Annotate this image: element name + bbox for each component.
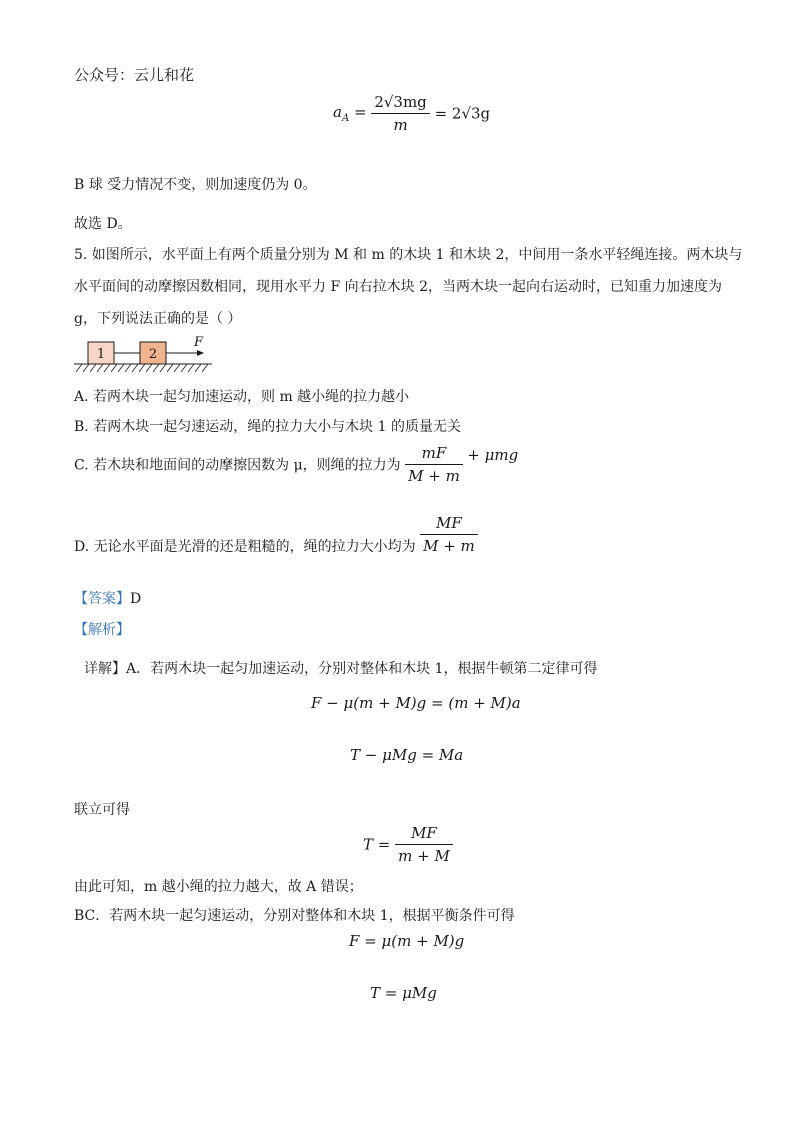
bc-line: BC．若两木块一起匀速运动，分别对整体和木块 1，根据平衡条件可得 <box>74 908 515 924</box>
eq-rhs: = 2√3g <box>434 104 491 123</box>
analysis-label: 【解析】 <box>74 622 130 638</box>
block-2-label: 2 <box>148 347 158 362</box>
answer-value: D <box>130 591 142 607</box>
option-d-text: D. 无论水平面是光滑的还是粗糙的，绳的拉力大小均为 <box>74 539 416 555</box>
simultaneous-line: 联立可得 <box>74 802 130 818</box>
equation-3-denominator: m + M <box>398 847 450 865</box>
equation-4: F = μ(m + M)g <box>349 932 465 950</box>
conclusion-a: 由此可知，m 越小绳的拉力越大，故 A 错误； <box>74 879 363 895</box>
equation-1: F − μ(m + M)g = (m + M)a <box>311 694 521 712</box>
option-d <box>74 513 478 556</box>
equation-3-numerator: MF <box>395 823 453 845</box>
question-line-1: 5. 如图所示，水平面上有两个质量分别为 M 和 m 的木块 1 和木块 2，中间用一条水平轻绳连接。两木块与 <box>74 247 743 263</box>
denominator: m <box>393 116 408 134</box>
option-c <box>74 443 518 486</box>
option-d-denominator: M + m <box>423 537 475 555</box>
equation-2: T − μMg = Ma <box>350 746 464 764</box>
equation-3-lhs: T = <box>363 835 391 854</box>
option-c-text: C. 若木块和地面间的动摩擦因数为 μ，则绳的拉力为 <box>74 457 401 474</box>
header-account: 公众号：云儿和花 <box>74 66 195 84</box>
option-c-tail: + μmg <box>467 445 519 464</box>
question-line-2: 水平面间的动摩擦因数相同，现用水平力 F 向右拉木块 2，当两木块一起向右运动时，已知重力加速度为 <box>74 279 722 295</box>
question-line-3: g，下列说法正确的是（ ） <box>74 311 242 327</box>
ground-hatching <box>76 364 208 372</box>
option-c-denominator: M + m <box>408 467 460 485</box>
equation-5: T = μMg <box>370 984 437 1002</box>
block-1-label: 1 <box>96 347 106 362</box>
line-b-ball: B 球 受力情况不变，则加速度仍为 0。 <box>74 177 317 193</box>
force-arrow-head <box>197 350 204 356</box>
option-c-numerator: mF <box>405 443 463 465</box>
option-a: A. 若两木块一起匀加速运动，则 m 越小绳的拉力越小 <box>74 389 410 405</box>
eq-lhs: a <box>333 103 342 121</box>
equation-acceleration-a: $a_A$ = $\frac{2√3mg}{m}$ = 2√3g <box>333 93 491 134</box>
option-c-fraction <box>405 443 463 486</box>
option-d-numerator: MF <box>420 513 478 535</box>
option-d-fraction <box>420 513 478 556</box>
eq-lhs-sub: A <box>341 113 350 124</box>
option-b: B. 若两木块一起匀速运动，绳的拉力大小与木块 1 的质量无关 <box>74 419 461 435</box>
equation-3 <box>363 823 453 866</box>
blocks-figure <box>74 334 214 376</box>
answer-line <box>74 588 141 608</box>
detail-line: 详解】A．若两木块一起匀加速运动，分别对整体和木块 1，根据牛顿第二定律可得 <box>84 661 598 677</box>
equation-3-fraction <box>395 823 453 866</box>
answer-label: 【答案】 <box>74 591 130 607</box>
fraction <box>371 92 429 135</box>
numerator: 2√3mg <box>371 92 429 114</box>
force-label: F <box>194 335 204 350</box>
line-choose-d: 故选 D。 <box>74 216 132 232</box>
